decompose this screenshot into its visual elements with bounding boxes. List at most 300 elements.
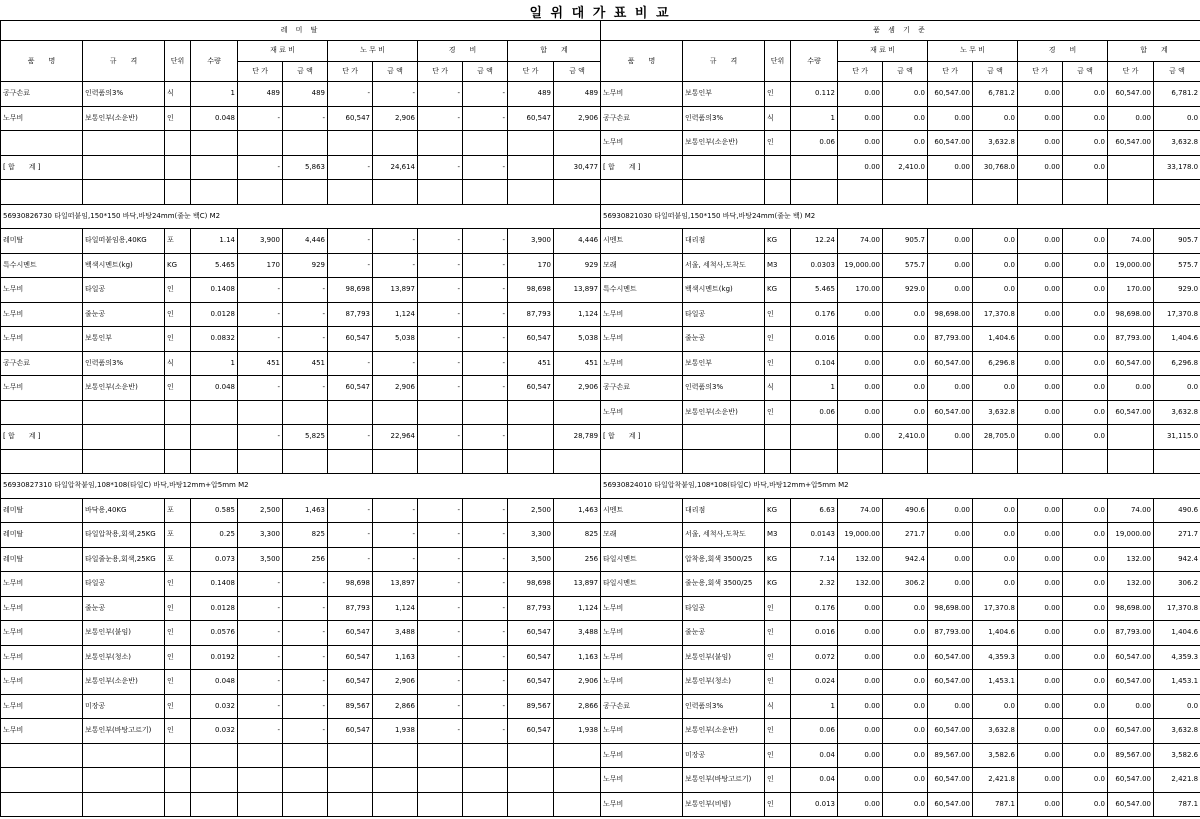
- cell-material-price: -: [238, 670, 283, 695]
- cell-labor-amount: 28,705.0: [973, 425, 1018, 450]
- cell-labor-amount: 6,296.8: [973, 351, 1018, 376]
- cell-qty: 0.0143: [791, 523, 838, 548]
- cell-material-amount: -: [283, 621, 328, 646]
- cell-total-amount: 0.0: [1154, 376, 1200, 401]
- cell-qty: 0.0576: [191, 621, 238, 646]
- header-price: 단 가: [928, 61, 973, 82]
- cell-material-amount: -: [283, 302, 328, 327]
- cell-expense-price: -: [418, 425, 463, 450]
- cell-labor-price: 98,698: [328, 572, 373, 597]
- cell-spec: 보통인부(붙임): [83, 621, 165, 646]
- cell-expense-amount: 0.0: [1063, 106, 1108, 131]
- cell-material-price: 0.00: [838, 106, 883, 131]
- cell-material-amount: 0.0: [883, 694, 928, 719]
- cell-qty: 0.06: [791, 719, 838, 744]
- table-row: [601, 572, 1200, 597]
- cell-name: 특수시멘트: [1, 253, 83, 278]
- empty-cell: [1108, 180, 1154, 205]
- item-code-title: 56930826730 타일떠붙임,150*150 바닥,바탕24mm(줄눈 백C) M2: [1, 204, 601, 229]
- cell-spec: [83, 425, 165, 450]
- empty-cell: [463, 768, 508, 793]
- cell-spec: 타일공: [683, 596, 765, 621]
- empty-cell: [328, 792, 373, 817]
- cell-unit: KG: [765, 498, 791, 523]
- cell-unit: 식: [165, 351, 191, 376]
- cell-material-price: -: [238, 596, 283, 621]
- cell-name: 레미탈: [1, 498, 83, 523]
- header-price: 단 가: [1018, 61, 1063, 82]
- cell-labor-price: 60,547: [328, 645, 373, 670]
- cell-total-amount: 13,897: [554, 278, 601, 303]
- table-row: [1, 670, 601, 695]
- cell-qty: 0.048: [191, 106, 238, 131]
- cell-expense-amount: 0.0: [1063, 572, 1108, 597]
- cell-material-price: 0.00: [838, 743, 883, 768]
- cell-spec: 보통인부(소운반): [83, 376, 165, 401]
- cell-expense-amount: -: [463, 253, 508, 278]
- cell-labor-amount: -: [373, 229, 418, 254]
- cell-total-amount: 2,906: [554, 106, 601, 131]
- empty-cell: [838, 180, 883, 205]
- empty-cell: [463, 743, 508, 768]
- table-row: [1, 694, 601, 719]
- cell-unit: 인: [765, 768, 791, 793]
- table-row: [1, 106, 601, 131]
- cell-name: 노무비: [1, 376, 83, 401]
- cell-name: 노무비: [601, 131, 683, 156]
- cell-labor-amount: 787.1: [973, 792, 1018, 817]
- cell-expense-price: -: [418, 694, 463, 719]
- cell-expense-price: 0.00: [1018, 768, 1063, 793]
- cell-expense-amount: -: [463, 523, 508, 548]
- cell-material-price: 0.00: [838, 155, 883, 180]
- cell-unit: KG: [765, 229, 791, 254]
- cell-expense-price: -: [418, 106, 463, 131]
- empty-cell: [554, 449, 601, 474]
- cell-expense-amount: 0.0: [1063, 155, 1108, 180]
- cell-material-price: 3,300: [238, 523, 283, 548]
- cell-material-amount: 2,410.0: [883, 155, 928, 180]
- cell-material-price: -: [238, 376, 283, 401]
- cell-qty: [191, 425, 238, 450]
- header-amount: 금 액: [883, 61, 928, 82]
- cell-expense-amount: 0.0: [1063, 253, 1108, 278]
- cell-expense-amount: -: [463, 351, 508, 376]
- empty-cell: [191, 449, 238, 474]
- cell-labor-amount: 0.0: [973, 376, 1018, 401]
- cell-unit: 인: [765, 645, 791, 670]
- cell-labor-price: 0.00: [928, 572, 973, 597]
- cell-labor-amount: 17,370.8: [973, 302, 1018, 327]
- empty-cell: [554, 131, 601, 156]
- cell-spec: 대리점: [683, 229, 765, 254]
- cell-expense-price: -: [418, 351, 463, 376]
- blank-row: [1, 792, 601, 817]
- cell-total-price: 60,547.00: [1108, 792, 1154, 817]
- cell-total-amount: 929: [554, 253, 601, 278]
- cell-qty: 0.06: [791, 131, 838, 156]
- empty-cell: [1, 180, 83, 205]
- cell-expense-amount: -: [463, 645, 508, 670]
- cell-material-price: 0.00: [838, 131, 883, 156]
- cell-unit: 인: [165, 572, 191, 597]
- cell-total-price: 98,698.00: [1108, 302, 1154, 327]
- cell-material-amount: 256: [283, 547, 328, 572]
- empty-cell: [373, 768, 418, 793]
- cell-name: 노무비: [601, 621, 683, 646]
- table-row: [601, 523, 1200, 548]
- empty-cell: [1, 792, 83, 817]
- cell-labor-amount: 2,866: [373, 694, 418, 719]
- cell-labor-price: 60,547.00: [928, 645, 973, 670]
- empty-cell: [418, 449, 463, 474]
- cell-material-price: -: [238, 425, 283, 450]
- cell-unit: 포: [165, 229, 191, 254]
- cell-qty: 2.32: [791, 572, 838, 597]
- cell-qty: 0.104: [791, 351, 838, 376]
- cell-expense-amount: 0.0: [1063, 670, 1108, 695]
- cell-total-amount: 3,632.8: [1154, 719, 1200, 744]
- cell-name: [ 합 계 ]: [1, 425, 83, 450]
- cell-unit: 인: [165, 106, 191, 131]
- cell-expense-amount: 0.0: [1063, 498, 1108, 523]
- cell-qty: 12.24: [791, 229, 838, 254]
- cell-total-price: 132.00: [1108, 572, 1154, 597]
- empty-cell: [373, 743, 418, 768]
- cell-total-price: 89,567: [508, 694, 554, 719]
- cell-expense-amount: -: [463, 278, 508, 303]
- cell-unit: 인: [765, 719, 791, 744]
- cell-material-price: -: [238, 572, 283, 597]
- cell-expense-price: -: [418, 719, 463, 744]
- cell-name: 노무비: [1, 278, 83, 303]
- table-row: [601, 106, 1200, 131]
- cell-material-price: 2,500: [238, 498, 283, 523]
- empty-cell: [165, 768, 191, 793]
- cell-total-price: 89,567.00: [1108, 743, 1154, 768]
- cell-labor-price: 60,547.00: [928, 670, 973, 695]
- cell-total-price: 60,547: [508, 327, 554, 352]
- cell-total-price: 60,547: [508, 621, 554, 646]
- cell-qty: 0.06: [791, 400, 838, 425]
- cell-material-amount: 929: [283, 253, 328, 278]
- empty-cell: [238, 180, 283, 205]
- table-row: [1, 278, 601, 303]
- cell-material-price: 0.00: [838, 400, 883, 425]
- cell-name: 노무비: [601, 768, 683, 793]
- cell-labor-amount: 2,906: [373, 376, 418, 401]
- cell-total-price: 60,547.00: [1108, 351, 1154, 376]
- cell-material-amount: -: [283, 670, 328, 695]
- header-amount: 금 액: [973, 61, 1018, 82]
- cell-unit: 인: [765, 82, 791, 107]
- empty-cell: [1154, 449, 1200, 474]
- empty-cell: [508, 400, 554, 425]
- cell-expense-amount: -: [463, 596, 508, 621]
- header-qty: 수량: [191, 41, 238, 82]
- cell-material-price: 74.00: [838, 498, 883, 523]
- cell-expense-amount: 0.0: [1063, 425, 1108, 450]
- empty-cell: [238, 743, 283, 768]
- cell-total-amount: 3,488: [554, 621, 601, 646]
- cell-name: 공구손료: [1, 351, 83, 376]
- blank-row: [601, 180, 1200, 205]
- cell-labor-price: 60,547.00: [928, 82, 973, 107]
- cell-total-price: 3,900: [508, 229, 554, 254]
- empty-cell: [283, 180, 328, 205]
- header-price: 단 가: [1108, 61, 1154, 82]
- cell-expense-price: -: [418, 670, 463, 695]
- cell-total-price: 19,000.00: [1108, 523, 1154, 548]
- cell-name: 타일시멘트: [601, 572, 683, 597]
- empty-cell: [838, 449, 883, 474]
- empty-cell: [508, 449, 554, 474]
- cell-expense-price: 0.00: [1018, 523, 1063, 548]
- cell-qty: 0.032: [191, 694, 238, 719]
- table-row: [1, 547, 601, 572]
- header-amount: 금 액: [554, 61, 601, 82]
- table-row: [1, 621, 601, 646]
- page-title: [0, 2, 1200, 21]
- cell-labor-amount: 1,938: [373, 719, 418, 744]
- cell-labor-price: 0.00: [928, 425, 973, 450]
- table-row: [1, 719, 601, 744]
- empty-cell: [83, 792, 165, 817]
- cell-qty: 0.048: [191, 670, 238, 695]
- cell-expense-price: -: [418, 376, 463, 401]
- cell-total-price: 170: [508, 253, 554, 278]
- empty-cell: [683, 449, 765, 474]
- empty-cell: [883, 449, 928, 474]
- cell-total-price: 451: [508, 351, 554, 376]
- cell-material-price: -: [238, 719, 283, 744]
- cell-total-price: 98,698.00: [1108, 596, 1154, 621]
- cell-name: 노무비: [1, 694, 83, 719]
- cell-spec: 인력품의3%: [83, 351, 165, 376]
- cell-expense-amount: -: [463, 302, 508, 327]
- header-amount: 금 액: [463, 61, 508, 82]
- cell-qty: 0.073: [191, 547, 238, 572]
- cell-total-price: 0.00: [1108, 376, 1154, 401]
- cell-qty: 1: [791, 694, 838, 719]
- cell-expense-amount: -: [463, 498, 508, 523]
- cell-labor-amount: 3,632.8: [973, 131, 1018, 156]
- cell-material-price: 0.00: [838, 694, 883, 719]
- cell-material-price: 19,000.00: [838, 253, 883, 278]
- cell-labor-amount: 1,124: [373, 596, 418, 621]
- cell-spec: 미장공: [83, 694, 165, 719]
- cell-qty: 0.25: [191, 523, 238, 548]
- cell-spec: 타일공: [683, 302, 765, 327]
- cell-material-amount: -: [283, 106, 328, 131]
- cell-material-price: 0.00: [838, 670, 883, 695]
- cell-spec: 백색시멘트(kg): [83, 253, 165, 278]
- empty-cell: [791, 180, 838, 205]
- cell-material-price: 0.00: [838, 327, 883, 352]
- table-row: [1, 155, 601, 180]
- cell-labor-amount: 0.0: [973, 229, 1018, 254]
- cell-labor-price: -: [328, 155, 373, 180]
- cell-labor-amount: 1,404.6: [973, 621, 1018, 646]
- cell-expense-price: 0.00: [1018, 572, 1063, 597]
- cell-qty: 0.072: [791, 645, 838, 670]
- cell-spec: [683, 155, 765, 180]
- cell-spec: 압착용,회색 3500/25: [683, 547, 765, 572]
- cell-labor-price: 0.00: [928, 498, 973, 523]
- cell-total-price: 132.00: [1108, 547, 1154, 572]
- empty-cell: [508, 180, 554, 205]
- cell-total-amount: 3,632.8: [1154, 400, 1200, 425]
- cell-qty: 0.048: [191, 376, 238, 401]
- empty-cell: [1018, 449, 1063, 474]
- empty-cell: [418, 400, 463, 425]
- table-row: [601, 719, 1200, 744]
- cell-total-price: 3,300: [508, 523, 554, 548]
- cell-qty: 0.585: [191, 498, 238, 523]
- cell-unit: 인: [165, 302, 191, 327]
- header-material: 재 료 비: [838, 41, 928, 62]
- cell-labor-price: 87,793.00: [928, 327, 973, 352]
- cell-total-amount: 4,359.3: [1154, 645, 1200, 670]
- cell-unit: 포: [165, 547, 191, 572]
- cell-name: 노무비: [1, 327, 83, 352]
- cell-spec: 보통인부(소운반): [83, 106, 165, 131]
- cell-unit: 인: [765, 670, 791, 695]
- table-row: [601, 425, 1200, 450]
- cell-total-amount: 0.0: [1154, 694, 1200, 719]
- cell-material-amount: 490.6: [883, 498, 928, 523]
- header-amount: 금 액: [283, 61, 328, 82]
- cell-total-amount: 1,124: [554, 302, 601, 327]
- empty-cell: [1, 131, 83, 156]
- cell-expense-amount: 0.0: [1063, 523, 1108, 548]
- blank-row: [601, 449, 1200, 474]
- cell-expense-price: -: [418, 523, 463, 548]
- cell-total-price: 2,500: [508, 498, 554, 523]
- cell-total-amount: 0.0: [1154, 106, 1200, 131]
- empty-cell: [765, 449, 791, 474]
- cell-total-amount: 490.6: [1154, 498, 1200, 523]
- cell-material-amount: -: [283, 376, 328, 401]
- cell-name: 노무비: [1, 106, 83, 131]
- cell-material-price: 132.00: [838, 547, 883, 572]
- cell-name: 노무비: [601, 596, 683, 621]
- empty-cell: [554, 768, 601, 793]
- empty-cell: [1018, 180, 1063, 205]
- table-row: [601, 278, 1200, 303]
- cell-name: 공구손료: [1, 82, 83, 107]
- cell-total-amount: 306.2: [1154, 572, 1200, 597]
- cell-expense-amount: 0.0: [1063, 719, 1108, 744]
- table-row: [1, 523, 601, 548]
- table-row: [1, 425, 601, 450]
- cell-expense-price: -: [418, 327, 463, 352]
- cell-material-price: 0.00: [838, 376, 883, 401]
- cell-expense-amount: 0.0: [1063, 229, 1108, 254]
- cell-total-amount: 2,421.8: [1154, 768, 1200, 793]
- table-row: [601, 547, 1200, 572]
- cell-name: 노무비: [1, 719, 83, 744]
- cell-spec: 보통인부(소운반): [683, 719, 765, 744]
- cell-name: 노무비: [601, 351, 683, 376]
- cell-expense-amount: 0.0: [1063, 547, 1108, 572]
- right-table: [600, 20, 1200, 817]
- empty-cell: [928, 180, 973, 205]
- empty-cell: [508, 131, 554, 156]
- cell-material-price: 0.00: [838, 351, 883, 376]
- table-row: [601, 253, 1200, 278]
- cell-expense-price: 0.00: [1018, 670, 1063, 695]
- cell-total-amount: 1,163: [554, 645, 601, 670]
- empty-cell: [238, 792, 283, 817]
- cell-labor-price: 60,547.00: [928, 351, 973, 376]
- table-row: [1, 351, 601, 376]
- cell-name: 노무비: [1, 621, 83, 646]
- cell-material-amount: 0.0: [883, 743, 928, 768]
- cell-unit: 인: [165, 376, 191, 401]
- empty-cell: [463, 180, 508, 205]
- cell-total-amount: 3,632.8: [1154, 131, 1200, 156]
- cell-labor-amount: -: [373, 523, 418, 548]
- cell-labor-amount: 0.0: [973, 253, 1018, 278]
- cell-labor-amount: -: [373, 498, 418, 523]
- cell-labor-price: -: [328, 253, 373, 278]
- cell-labor-amount: 1,404.6: [973, 327, 1018, 352]
- cell-name: 노무비: [601, 719, 683, 744]
- item-code-row: [1, 204, 601, 229]
- cell-material-amount: -: [283, 645, 328, 670]
- cell-material-amount: 0.0: [883, 106, 928, 131]
- cell-spec: 보통인부(소운반): [683, 400, 765, 425]
- cell-name: 노무비: [1, 302, 83, 327]
- cell-labor-amount: 1,163: [373, 645, 418, 670]
- cell-spec: 타일공: [83, 278, 165, 303]
- empty-cell: [463, 449, 508, 474]
- cell-material-amount: 4,446: [283, 229, 328, 254]
- cell-expense-amount: 0.0: [1063, 302, 1108, 327]
- cell-material-price: 0.00: [838, 645, 883, 670]
- cell-labor-amount: 17,370.8: [973, 596, 1018, 621]
- cell-total-price: 489: [508, 82, 554, 107]
- cell-qty: 0.176: [791, 596, 838, 621]
- cell-expense-amount: 0.0: [1063, 278, 1108, 303]
- cell-qty: 0.1408: [191, 572, 238, 597]
- cell-expense-price: -: [418, 229, 463, 254]
- cell-unit: [765, 425, 791, 450]
- cell-labor-price: 98,698.00: [928, 302, 973, 327]
- cell-spec: 타일압착용,회색,25KG: [83, 523, 165, 548]
- cell-expense-price: -: [418, 498, 463, 523]
- cell-expense-price: 0.00: [1018, 131, 1063, 156]
- cell-expense-price: 0.00: [1018, 425, 1063, 450]
- cell-spec: 인력품의3%: [83, 82, 165, 107]
- cell-name: 타일시멘트: [601, 547, 683, 572]
- empty-cell: [373, 400, 418, 425]
- cell-expense-amount: 0.0: [1063, 376, 1108, 401]
- cell-total-amount: 825: [554, 523, 601, 548]
- cell-expense-amount: -: [463, 376, 508, 401]
- cell-labor-price: 60,547.00: [928, 768, 973, 793]
- cell-material-price: 19,000.00: [838, 523, 883, 548]
- cell-unit: 포: [165, 523, 191, 548]
- blank-row: [1, 768, 601, 793]
- cell-expense-amount: -: [463, 327, 508, 352]
- cell-expense-amount: -: [463, 572, 508, 597]
- cell-expense-amount: 0.0: [1063, 327, 1108, 352]
- empty-cell: [1108, 449, 1154, 474]
- cell-spec: 인력품의3%: [683, 376, 765, 401]
- cell-labor-amount: -: [373, 82, 418, 107]
